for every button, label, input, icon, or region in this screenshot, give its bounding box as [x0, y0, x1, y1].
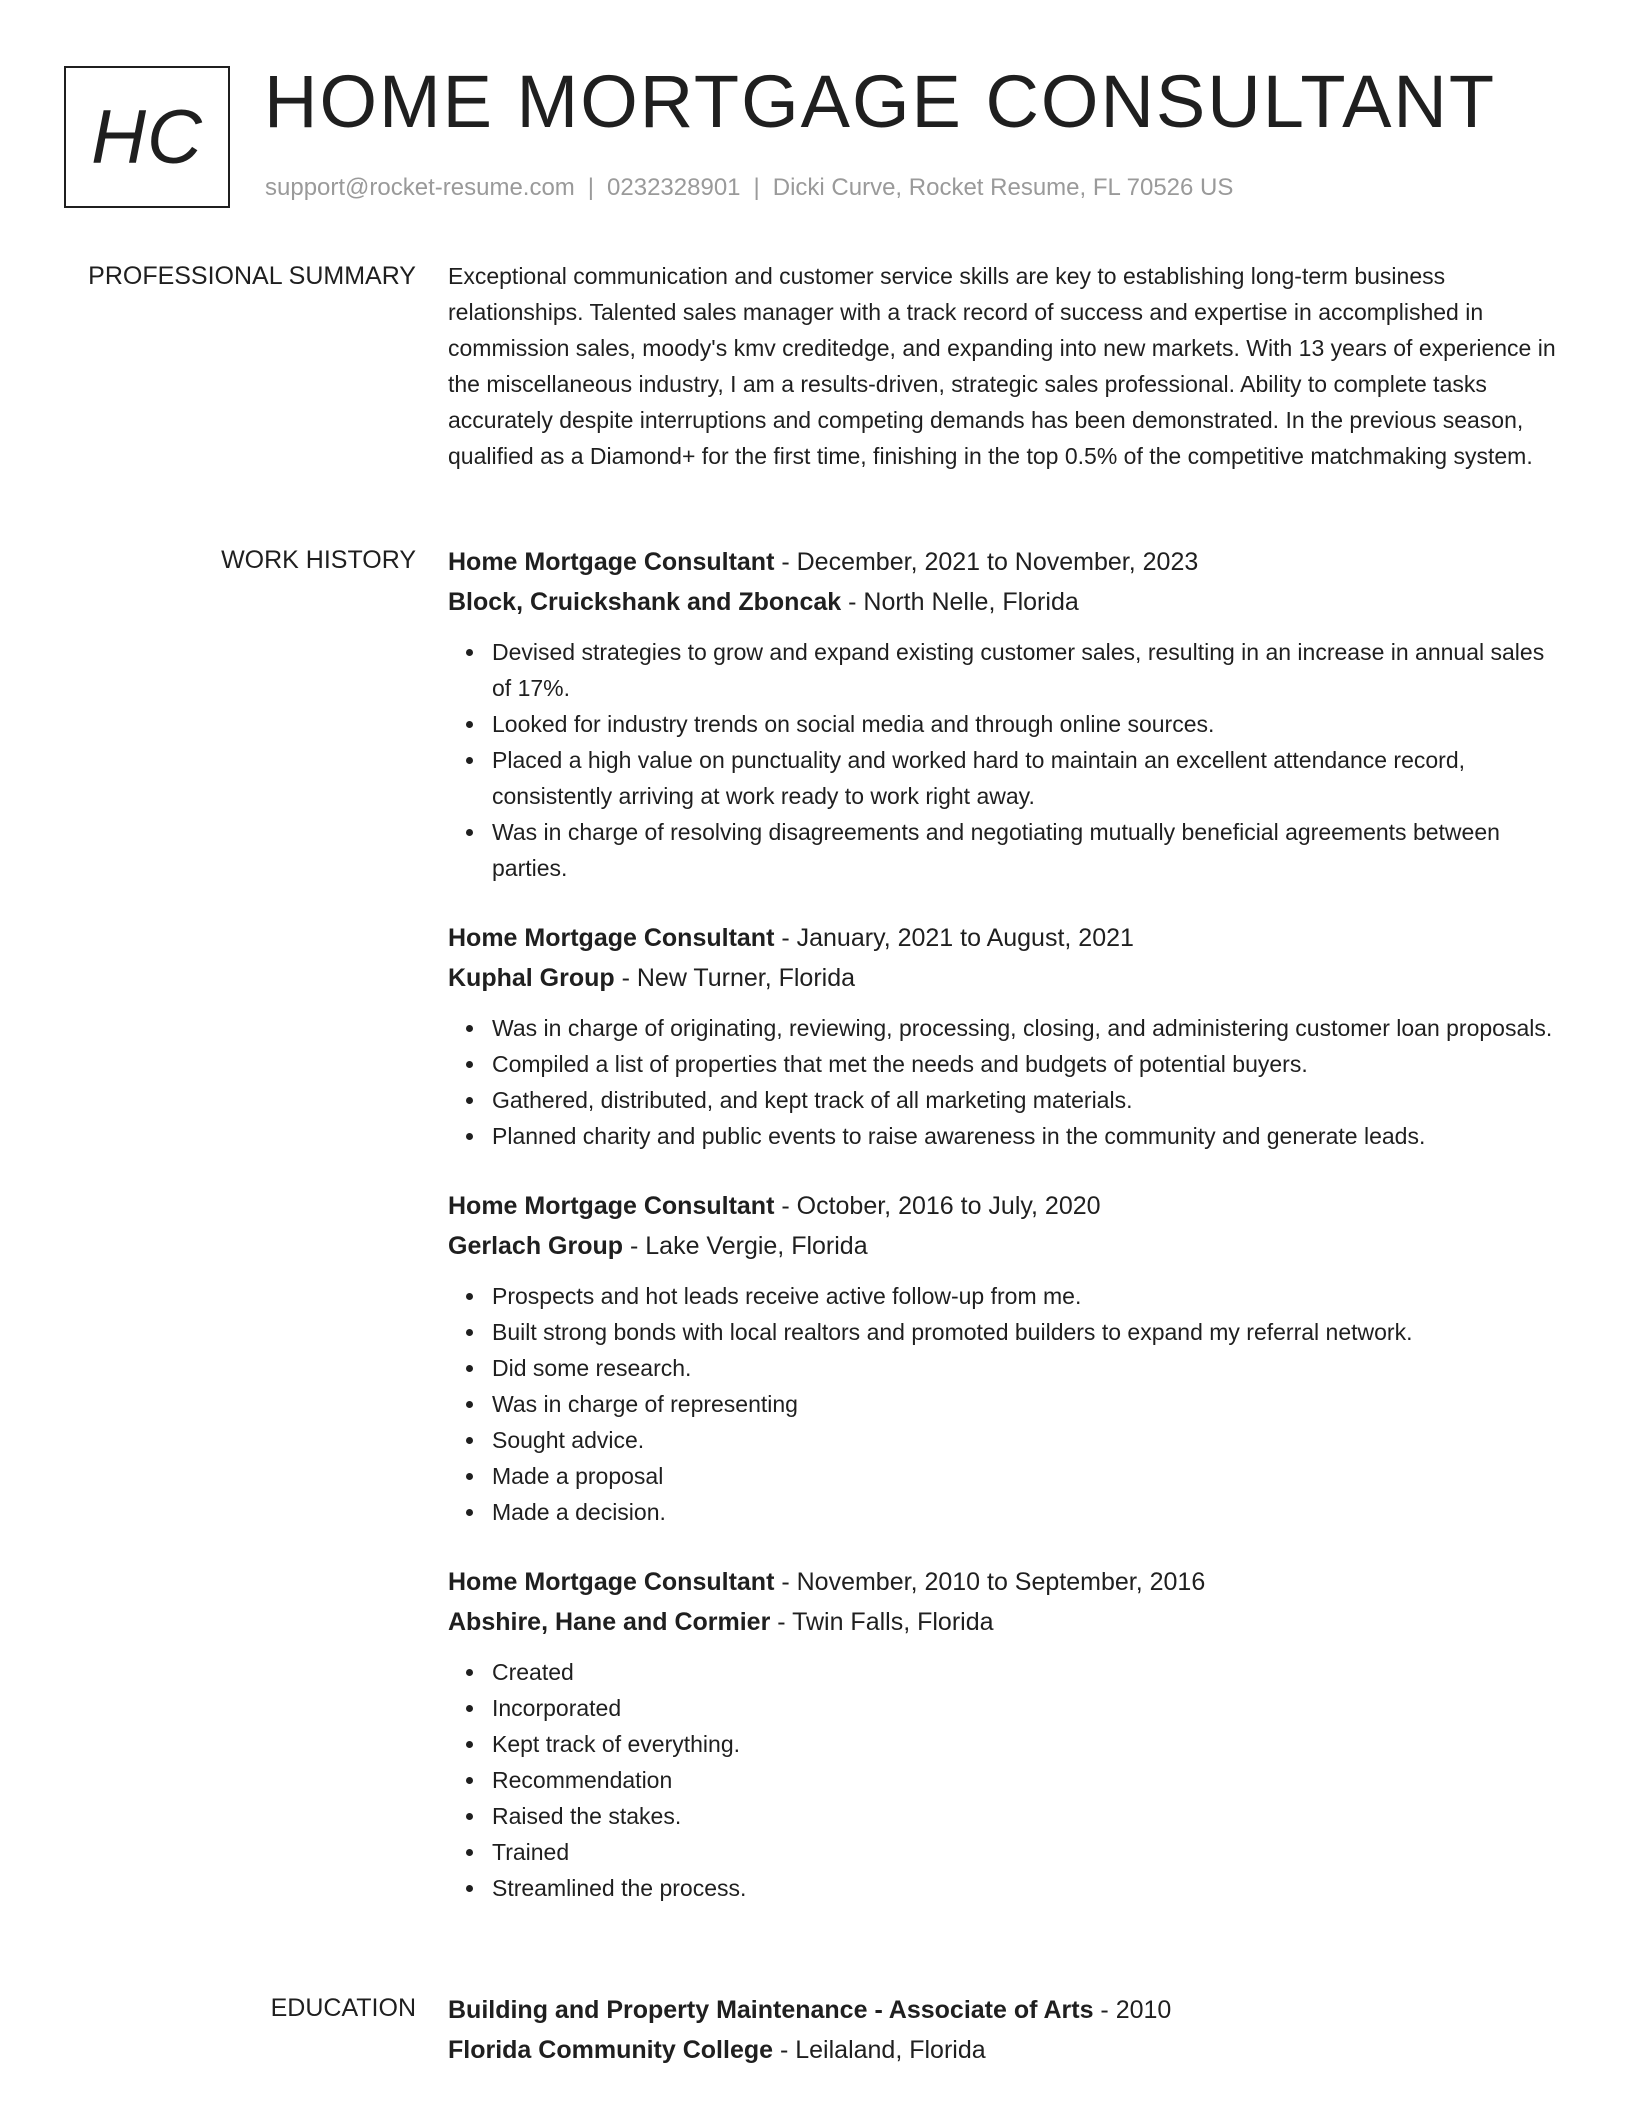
work-history-label: WORK HISTORY: [221, 546, 416, 574]
duty-item: Made a decision.: [492, 1494, 1564, 1530]
contact-phone[interactable]: 0232328901: [607, 174, 741, 201]
page-title: HOME MORTGAGE CONSULTANT: [264, 60, 1497, 143]
duty-item: Planned charity and public events to raise awareness in the community and generate leads.: [492, 1118, 1564, 1154]
contact-line: [265, 174, 1233, 202]
job-company-line: [448, 958, 1564, 998]
education-degree-line: [448, 1990, 1564, 2030]
duty-item: Trained: [492, 1834, 1564, 1870]
job-duties: [448, 1654, 1564, 1906]
work-history-body: [448, 542, 1564, 1938]
job-location: - North Nelle, Florida: [841, 588, 1079, 616]
job-entry: [448, 1562, 1564, 1906]
summary-text: Exceptional communication and customer service skills are key to establishing long-term business relationships. Talented sales manager with a track record of success and expertise in accomplished in commission sales, moody's kmv creditedge, and expanding into new markets. With 13 years of experience in the miscellaneous industry, I am a results-driven, strategic sales professional. Ability to complete tasks accurately despite interruptions and competing demands has been demonstrated. In the previous season, qualified as a Diamond+ for the first time, finishing in the top 0.5% of the competitive matchmaking system.: [448, 263, 1556, 469]
duty-item: Recommendation: [492, 1762, 1564, 1798]
duty-item: Raised the stakes.: [492, 1798, 1564, 1834]
duty-item: Was in charge of representing: [492, 1386, 1564, 1422]
job-company-line: [448, 1226, 1564, 1266]
job-duties: [448, 1278, 1564, 1530]
duty-item: Was in charge of resolving disagreements and negotiating mutually beneficial agreements between parties.: [492, 814, 1564, 886]
duty-item: Built strong bonds with local realtors and promoted builders to expand my referral network.: [492, 1314, 1564, 1350]
duty-item: Looked for industry trends on social media and through online sources.: [492, 706, 1564, 742]
duty-item: Kept track of everything.: [492, 1726, 1564, 1762]
contact-separator: |: [753, 174, 760, 201]
job-location: - Twin Falls, Florida: [770, 1608, 994, 1636]
education-body: [448, 1990, 1564, 2070]
job-dates: - December, 2021 to November, 2023: [774, 548, 1199, 576]
job-company-line: [448, 582, 1564, 622]
job-title: Home Mortgage Consultant: [448, 1568, 775, 1596]
education-location: - Leilaland, Florida: [773, 2036, 986, 2064]
contact-address: Dicki Curve, Rocket Resume, FL 70526 US: [772, 174, 1234, 201]
job-title-line: [448, 1186, 1564, 1226]
duty-item: Incorporated: [492, 1690, 1564, 1726]
job-location: - Lake Vergie, Florida: [623, 1232, 868, 1260]
job-title: Home Mortgage Consultant: [448, 548, 775, 576]
education-year: - 2010: [1093, 1996, 1172, 2024]
job-title-line: [448, 1562, 1564, 1602]
job-title: Home Mortgage Consultant: [448, 924, 775, 952]
job-company: Abshire, Hane and Cormier: [448, 1608, 771, 1636]
job-duties: [448, 634, 1564, 886]
monogram-logo: HC: [64, 66, 230, 208]
job-entry: [448, 918, 1564, 1154]
duty-item: Compiled a list of properties that met the needs and budgets of potential buyers.: [492, 1046, 1564, 1082]
education-school-line: [448, 2030, 1564, 2070]
summary-label: PROFESSIONAL SUMMARY: [88, 262, 416, 290]
duty-item: Prospects and hot leads receive active follow-up from me.: [492, 1278, 1564, 1314]
job-company: Kuphal Group: [448, 964, 615, 992]
job-dates: - January, 2021 to August, 2021: [774, 924, 1134, 952]
education-degree: Building and Property Maintenance - Associate of Arts: [448, 1996, 1094, 2024]
duty-item: Created: [492, 1654, 1564, 1690]
job-company: Block, Cruickshank and Zboncak: [448, 588, 842, 616]
duty-item: Made a proposal: [492, 1458, 1564, 1494]
duty-item: Streamlined the process.: [492, 1870, 1564, 1906]
duty-item: Did some research.: [492, 1350, 1564, 1386]
job-title: Home Mortgage Consultant: [448, 1192, 775, 1220]
duty-item: Sought advice.: [492, 1422, 1564, 1458]
job-dates: - November, 2010 to September, 2016: [774, 1568, 1206, 1596]
duty-item: Was in charge of originating, reviewing, processing, closing, and administering customer loan proposals.: [492, 1010, 1564, 1046]
job-location: - New Turner, Florida: [614, 964, 856, 992]
job-dates: - October, 2016 to July, 2020: [774, 1192, 1101, 1220]
education-label: EDUCATION: [270, 1994, 416, 2022]
job-company-line: [448, 1602, 1564, 1642]
job-title-line: [448, 542, 1564, 582]
summary-body: [448, 258, 1564, 474]
duty-item: Devised strategies to grow and expand existing customer sales, resulting in an increase in annual sales of 17%.: [492, 634, 1564, 706]
job-company: Gerlach Group: [448, 1232, 624, 1260]
job-title-line: [448, 918, 1564, 958]
job-entry: [448, 1186, 1564, 1530]
education-school: Florida Community College: [448, 2036, 774, 2064]
duty-item: Gathered, distributed, and kept track of all marketing materials.: [492, 1082, 1564, 1118]
job-duties: [448, 1010, 1564, 1154]
resume-header: [64, 60, 1564, 208]
job-entry: [448, 542, 1564, 886]
duty-item: Placed a high value on punctuality and worked hard to maintain an excellent attendance record, consistently arriving at work ready to work right away.: [492, 742, 1564, 814]
contact-separator: |: [587, 174, 595, 201]
contact-email[interactable]: support@rocket-resume.com: [265, 174, 575, 201]
